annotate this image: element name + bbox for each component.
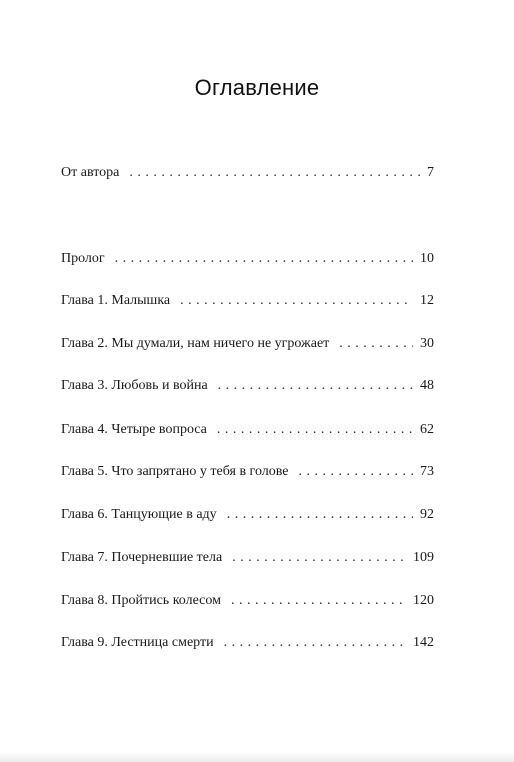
toc-entry-page: 109 [413,550,434,565]
page-title: Оглавление [194,75,320,100]
toc-entry-page: 30 [420,336,434,351]
toc-entry-prologue[interactable] [61,249,434,269]
toc-entry-label: Глава 5. Что запрятано у тебя в голове [61,464,289,479]
toc-leader-dots [232,548,406,568]
toc-entry-label: Глава 7. Почерневшие тела [61,550,223,565]
toc-entry-chapter-4[interactable] [61,420,434,440]
toc-leader-dots [115,249,413,269]
toc-leader-dots [299,462,414,482]
toc-entry-label: Глава 1. Малышка [61,293,171,308]
toc-entry-chapter-9[interactable] [61,633,434,653]
toc-entry-chapter-8[interactable] [61,591,434,611]
toc-leader-dots [339,334,413,354]
toc-entry-page: 48 [420,378,434,393]
toc-entry-author[interactable] [61,163,434,183]
toc-entry-page: 120 [413,593,434,608]
toc-entry-label: Глава 6. Танцующие в аду [61,507,217,522]
toc-leader-dots [180,291,413,311]
toc-entry-chapter-2[interactable] [61,334,434,354]
toc-entry-chapter-1[interactable] [61,291,434,311]
toc-entry-page: 73 [420,464,434,479]
toc-leader-dots [129,163,420,183]
toc-entry-label: Пролог [61,251,105,266]
toc-leader-dots [218,376,413,396]
toc-leader-dots [224,633,406,653]
toc-leader-dots [227,505,413,525]
toc-entry-label: Глава 2. Мы думали, нам ничего не угрожает [61,336,330,351]
toc-entry-chapter-5[interactable] [61,462,434,482]
toc-entry-chapter-6[interactable] [61,505,434,525]
toc-entry-page: 12 [420,293,434,308]
page-bottom-edge [0,752,514,762]
toc-leader-dots [217,420,413,440]
toc-entry-page: 7 [427,165,434,180]
toc-entry-page: 142 [413,635,434,650]
toc-entry-chapter-7[interactable] [61,548,434,568]
toc-entry-label: Глава 8. Пройтись колесом [61,593,221,608]
toc-entry-label: Глава 4. Четыре вопроса [61,422,207,437]
toc-entry-label: Глава 9. Лестница смерти [61,635,214,650]
toc-entry-label: От автора [61,165,120,180]
toc-entry-label: Глава 3. Любовь и война [61,378,208,393]
toc-entry-page: 92 [420,507,434,522]
toc-entry-page: 62 [420,422,434,437]
toc-leader-dots [231,591,406,611]
toc-entry-chapter-3[interactable] [61,376,434,396]
toc-entry-page: 10 [420,251,434,266]
